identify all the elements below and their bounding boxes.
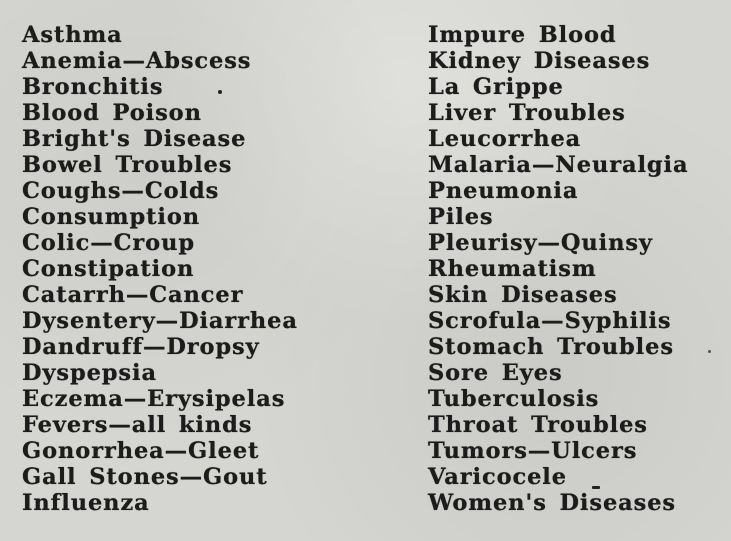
ailment-item: La Grippe	[428, 74, 564, 100]
ailment-item: Constipation	[22, 256, 195, 282]
left-ailment-column	[22, 22, 298, 516]
ailment-item: Women's Diseases	[428, 490, 676, 516]
ailment-item: Sore Eyes	[428, 360, 563, 386]
ailment-item: Gonorrhea—Gleet	[22, 438, 260, 464]
ailment-item: Pneumonia	[428, 178, 579, 204]
ailment-item: Pleurisy—Quinsy	[428, 230, 653, 256]
ailment-item: Piles	[428, 204, 494, 230]
ailment-item: Bright's Disease	[22, 126, 247, 152]
ailment-item: Stomach Troubles	[428, 334, 674, 360]
ailment-item: Tumors—Ulcers	[428, 438, 638, 464]
ailment-item: Dyspepsia	[22, 360, 157, 386]
ailment-item: Colic—Croup	[22, 230, 195, 256]
ailment-item: Anemia—Abscess	[22, 48, 252, 74]
ailment-item: Catarrh—Cancer	[22, 282, 244, 308]
ailment-item: Rheumatism	[428, 256, 597, 282]
ailment-item: Dandruff—Dropsy	[22, 334, 260, 360]
ailment-item: Dysentery—Diarrhea	[22, 308, 298, 334]
ink-speck	[218, 90, 222, 94]
ailment-item: Bronchitis	[22, 74, 164, 100]
ailment-item: Fevers—all kinds	[22, 412, 253, 438]
right-ailment-column	[428, 22, 688, 516]
ailment-item: Varicocele	[428, 464, 567, 490]
ailment-item: Bowel Troubles	[22, 152, 233, 178]
ailment-item: Gall Stones—Gout	[22, 464, 268, 490]
ailment-item: Blood Poison	[22, 100, 202, 126]
ailment-item: Tuberculosis	[428, 386, 600, 412]
ailment-item: Eczema—Erysipelas	[22, 386, 286, 412]
ailment-item: Malaria—Neuralgia	[428, 152, 689, 178]
ailment-item: Kidney Diseases	[428, 48, 651, 74]
ailment-item: Impure Blood	[428, 22, 617, 48]
ailment-item: Influenza	[22, 490, 150, 516]
ailment-item: Leucorrhea	[428, 126, 582, 152]
ink-speck	[708, 350, 711, 353]
ailment-item: Liver Troubles	[428, 100, 626, 126]
ailment-item: Scrofula—Syphilis	[428, 308, 672, 334]
ailment-item: Consumption	[22, 204, 201, 230]
ailment-item: Throat Troubles	[428, 412, 648, 438]
ailment-item: Coughs—Colds	[22, 178, 220, 204]
ailment-item: Asthma	[22, 22, 123, 48]
ailment-item: Skin Diseases	[428, 282, 618, 308]
ink-speck	[592, 486, 600, 489]
